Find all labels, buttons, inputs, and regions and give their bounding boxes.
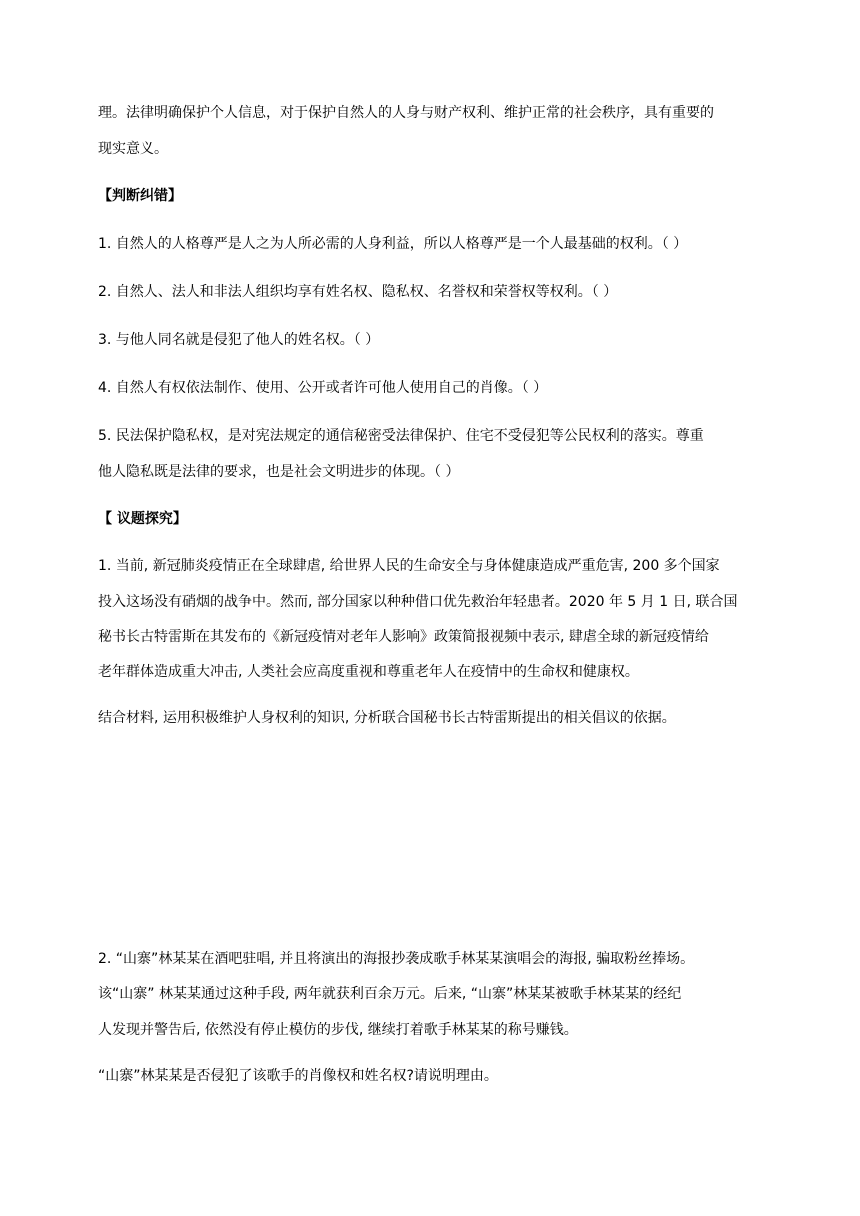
judge-item-4: 4. 自然人有权依法制作、使用、公开或者许可他人使用自己的肖像。（ ） xyxy=(98,380,548,396)
question-2-line-2: 该“山寨” 林某某通过这种手段, 两年就获利百余万元。后来, “山寨”林某某被歌手林某某的经纪 xyxy=(98,986,682,1002)
judge-item-1: 1. 自然人的人格尊严是人之为人所必需的人身利益，所以人格尊严是一个人最基础的权利。（ ） xyxy=(98,236,688,252)
judge-item-5-line-1: 5. 民法保护隐私权，是对宪法规定的通信秘密受法律保护、住宅不受侵犯等公民权利的落实。尊重 xyxy=(98,428,704,444)
judge-item-2: 2. 自然人、法人和非法人组织均享有姓名权、隐私权、名誉权和荣誉权等权利。（ ） xyxy=(98,284,618,300)
question-2-prompt: “山寨”林某某是否侵犯了该歌手的肖像权和姓名权?请说明理由。 xyxy=(98,1068,498,1084)
question-2-line-1: 2. “山寨”林某某在酒吧驻唱, 并且将演出的海报抄袭成歌手林某某演唱会的海报, 骗取粉丝捧场。 xyxy=(98,951,695,967)
judge-section-heading: 【判断纠错】 xyxy=(98,188,182,204)
question-1-line-1: 1. 当前, 新冠肺炎疫情正在全球肆虐, 给世界人民的生命安全与身体健康造成严重危害, 200 多个国家 xyxy=(98,558,720,574)
question-1-line-2: 投入这场没有硝烟的战争中。然而, 部分国家以种种借口优先救治年轻患者。2020 年 5 月 1 日, 联合国 xyxy=(98,594,738,610)
question-2-line-3: 人发现并警告后, 依然没有停止模仿的步伐, 继续打着歌手林某某的称号赚钱。 xyxy=(98,1022,578,1038)
explore-section-heading: 【 议题探究】 xyxy=(98,511,187,527)
question-1-line-4: 老年群体造成重大冲击, 人类社会应高度重视和尊重老年人在疫情中的生命权和健康权。 xyxy=(98,664,639,680)
intro-line-1: 理。法律明确保护个人信息，对于保护自然人的人身与财产权利、维护正常的社会秩序，具有重要的 xyxy=(98,105,714,121)
judge-item-5-line-2: 他人隐私既是法律的要求，也是社会文明进步的体现。（ ） xyxy=(98,464,460,480)
intro-line-2: 现实意义。 xyxy=(98,141,168,157)
judge-item-3: 3. 与他人同名就是侵犯了他人的姓名权。（ ） xyxy=(98,332,380,348)
question-1-line-3: 秘书长古特雷斯在其发布的《新冠疫情对老年人影响》政策简报视频中表示, 肆虐全球的新冠疫情给 xyxy=(98,629,709,645)
question-1-prompt: 结合材料, 运用积极维护人身权利的知识, 分析联合国秘书长古特雷斯提出的相关倡议的依据。 xyxy=(98,710,676,726)
